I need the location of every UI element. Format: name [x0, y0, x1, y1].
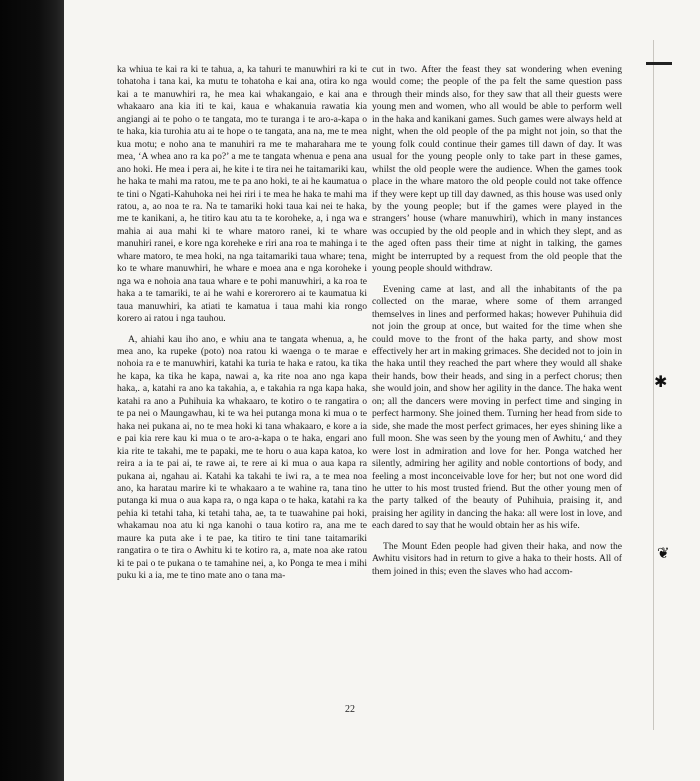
- right-paragraph-3: The Mount Eden people had given their haka, and now the Awhitu visitors had in return to give a haka to their hosts. All of them joined in this; even the slaves who had accom-: [372, 540, 622, 577]
- margin-bar-mark: [646, 62, 672, 65]
- left-column-maori-text: [117, 64, 367, 591]
- right-paragraph-2: Evening came at last, and all the inhabitants of the pa collected on the marae, where some of them arranged themselves in lines and performed hakas; however Puhihuia did not join the group at once, but waited for the time when she could move to the front of the haka party, and show most effectively her art in making grimaces. She decided not to join in the haka until they reached the part where they would all shake their hands, bow their heads, and sing in a perfect chorus; then she would join, and show her agility in the dance. The haka went on; all the dancers were moving in perfect time and singing in perfect harmony. She joined them. Turning her head from side to side, she made the most perfect grimaces, her eyes shining like a full moon. She was seen by the young men of Awhitu,‘ and they were lost in admiration and love for her. Ponga watched her silently, admiring her agility and noble contortions of body, and feeling a most inconceivable love for her; but not one word did he utter to his most trusted friend. But the other young men of the party talked of the beauty of Puhihuia, praising it, and praising her agility in dancing the haka: all were lost in love, and each dared to say that he would obtain her as his wife.: [372, 283, 622, 532]
- right-paragraph-1: cut in two. After the feast they sat wondering when evening would come; the people of the pa felt the same question pass through their minds also, for they saw that all their guests were young men and women, who all would be able to perform well in the haka and kanikani games. Such games were always held at night, when the old people of the pa might not join, so that the young folk could continue their games till dawn of day. It was usual for the young people only to take part in these games, whilst the old people were the audience. When the games took place in the whare matoro the old people could not take offence if they were kept up till day dawned, as this house was used only by the young people; but if the games were played in the strangers’ house (whare manuwhiri), which in many instances was occupied by the old people and in which they slept, and as the aged often pass their time at night in talking, the games might be interrupted by a request from the old people that the young people should withdraw.: [372, 64, 622, 275]
- left-paragraph-2: A, ahiahi kau iho ano, e whiu ana te tangata whenua, a, he mea ano, ka rupeke (poto) noa ratou ki waenga o te marae e nohoia ra e te manuwhiri, katahi ka turia te haka e ratou, ka tika he kapa, ka tika he kapa, nawai a, ka rite noa ano nga kapa haka,. a, katahi ra ano ka takahia, a, e takahia ra nga kapa haka, katahi ra ano a Puhihuia ka whakaaro, te kotiro o te rangatira o te pa nei o Maungawhau, ki te wa hei putanga mona ki mua o te haka nei pukana ai, no te mea hoki ki tana whakaaro, e kore a ia e pai kia rere kau ki mua o te aro-a-kapa o te haka, engari ano kia rite te takahi, me te papaki, me te horu o aua kapa katoa, ko reira a ia te pai ai, te rawe ai, te rere ai ki mua o aua kapa ra pukana ai, ngahau ai. Katahi ka takahi te iwi ra, a te mea noa ano, ka haratau marire ki te whakaaro a te wahine ra, tana tino putanga ki mua o aua kapa ra, o nga kapa o te haka, katahi ra ka pehia ki tetahi taha, ki tetahi taha, ae, ta te tuawahine pai hoki, whakamau noa atu ki nga kanohi o taua kotiro ra, ana me te maure ka puta ake i te pae, ka titiro te tini tane taitamariki rangatira o te tira o Awhitu ki te kotiro ra, a, mate noa ake ratou ki te pai o te pukana o te tamahine nei, a, ko Ponga te mea i mihi puku ki a ia, me te tino mate ano o tana ma-: [117, 333, 367, 582]
- right-column-english-text: [372, 64, 622, 586]
- page-number: 22: [345, 704, 355, 715]
- scan-edge: [0, 0, 64, 781]
- left-paragraph-1: ka whiua te kai ra ki te tahua, a, ka tahuri te manuwhiri ra ki te tohatoha i tana kai, ka mutu te tohatoha e kai ana, otira ko nga kai a te manuwhiri ra, he mea kai whakangaio, e kai ana e whakaaro ana kia iti te kai, kaua e whakanuia rawatia kia angiangi ai te poho o te tangata, mo te turanga i te aro-a-kapa o te haka, kia turohia atu ai te hope o te tangata, ana na, me te mea kua motu; e noho ana te manuhiri ra me te maharahara me te mea, ‘A whea ano ra ka po?’ a me te tangata whenua e pena ana ano hoki. He mea i pera ai, he kite i te tira nei he taitamariki kau, he haka te mahi ma ratou, me te pa ano hoki, te ai he kaumatua o te tini o Ngati-Kahuhoka nei hei riri i te mea he haka te mahi ma ratou, a, ao noa te ra. Na te tamariki hoki taua kai nei te haka, me te kanikani, a, he titiro kau atu ta te koroheke, a, i nga wa e mahia ai aua mahi ki te whare matoro ranei, ki te whare manuhiri ranei, e kore nga koreheke e riri ana roa te mahinga i te whare matoro, te mea hoki, na nga taitamariki taua whare; tena, ko te whare manuwhiri, he whare e moea ana e nga koroheke i nga wa e nohoia ana taua whare e te pohi manuwhiri, a ka roa te haka a te tamariki, te ai he wahi e korerorero ai te kaumatua ki taua manuwhiri, ka atiati te kamatua i taua mahi kia rongo korero ai ratou i nga tauhou.: [117, 64, 367, 325]
- margin-bracket-mark: ❦: [657, 546, 670, 562]
- margin-star-mark: ✱: [654, 374, 668, 391]
